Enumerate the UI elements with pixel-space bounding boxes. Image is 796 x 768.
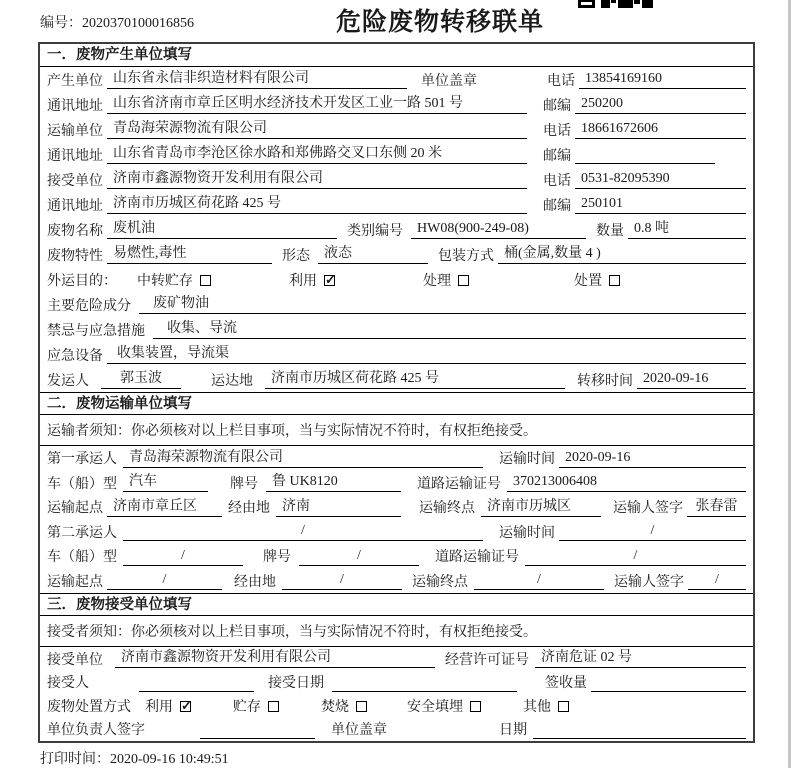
vehicle-row-2 xyxy=(40,544,753,569)
form-label: 形态 xyxy=(282,248,310,264)
origin-label: 运输起点 xyxy=(47,574,103,590)
origin-value: / xyxy=(107,571,222,590)
qr-module xyxy=(642,0,653,8)
vehicle-type-label: 车（船）型 xyxy=(47,550,117,566)
carrier-label: 第二承运人 xyxy=(47,525,117,541)
acceptor-value xyxy=(139,673,254,692)
quantity-value: 0.8 吨 xyxy=(628,220,746,239)
checkbox-icon xyxy=(268,701,279,712)
trait-label: 废物特性 xyxy=(47,248,103,264)
purpose-option-dispose xyxy=(574,270,620,290)
section-receiver xyxy=(40,593,753,741)
address-label: 通讯地址 xyxy=(47,148,103,164)
vehicle-type-label: 车（船）型 xyxy=(47,476,117,492)
address-label: 通讯地址 xyxy=(47,98,103,114)
first-carrier-row xyxy=(40,446,753,471)
waste-trait-row xyxy=(40,242,753,267)
accept-unit-row xyxy=(40,647,753,671)
license-label: 经营许可证号 xyxy=(445,652,529,668)
print-time xyxy=(40,748,229,768)
section-2-title: 二．废物运输单位填写 xyxy=(40,392,753,415)
receiver-label: 接受单位 xyxy=(47,173,103,189)
road-cert-label: 道路运输证号 xyxy=(435,550,519,566)
accept-unit-value: 济南市鑫源物资开发利用有限公司 xyxy=(115,649,435,668)
option-label: 安全填埋 xyxy=(407,699,463,715)
checkbox-icon xyxy=(458,275,469,286)
origin-label: 运输起点 xyxy=(47,501,103,517)
checkbox-icon xyxy=(324,275,335,286)
option-label: 焚烧 xyxy=(321,699,349,715)
vehicle-type-value: 汽车 xyxy=(123,473,208,492)
producer-label: 产生单位 xyxy=(47,73,103,89)
section-producer xyxy=(40,44,753,392)
carrier-sign-label: 运输人签字 xyxy=(614,574,684,590)
checkbox-icon xyxy=(609,275,620,286)
receiver-row xyxy=(40,167,753,192)
destination-label: 运达地 xyxy=(211,373,253,389)
page-title: 危险废物转移联单 xyxy=(336,8,545,36)
qr-module xyxy=(611,0,616,3)
hazard-label: 主要危险成分 xyxy=(47,298,131,314)
section-3-title: 三．废物接受单位填写 xyxy=(40,593,753,616)
receiver-value: 济南市鑫源物资开发利用有限公司 xyxy=(107,170,527,189)
transfer-time-value: 2020-09-16 xyxy=(637,370,746,389)
trait-value: 易燃性,毒性 xyxy=(107,245,272,264)
phone-label: 电话 xyxy=(543,173,571,189)
disposal-option-landfill xyxy=(407,696,481,716)
sign-qty-label: 签收量 xyxy=(545,676,587,692)
phone-value: 13854169160 xyxy=(579,70,746,89)
checkbox-icon xyxy=(180,701,191,712)
via-label: 经由地 xyxy=(234,574,276,590)
carrier-sign-value: 张春雷 xyxy=(687,498,746,517)
equipment-row xyxy=(40,342,753,367)
phone-value: 0531-82095390 xyxy=(575,170,746,189)
manifest-form-table xyxy=(38,42,755,743)
transport-time-label: 运输时间 xyxy=(499,452,555,468)
vehicle-row xyxy=(40,471,753,496)
qr-module xyxy=(601,0,610,8)
transport-time-value: / xyxy=(559,522,746,541)
zip-value: 250101 xyxy=(575,195,746,214)
transporter-row xyxy=(40,117,753,142)
via-value: 济南 xyxy=(276,498,401,517)
taboo-label: 禁忌与应急措施 xyxy=(47,323,145,339)
checkbox-icon xyxy=(470,701,481,712)
phone-label: 电话 xyxy=(543,123,571,139)
second-carrier-row xyxy=(40,520,753,545)
equipment-value: 收集装置，导流渠 xyxy=(107,345,746,364)
origin-value: 济南市章丘区 xyxy=(107,498,222,517)
disposal-option-storage xyxy=(233,696,279,716)
page-edge-line xyxy=(788,0,791,768)
carrier-value: 青岛海荣源物流有限公司 xyxy=(123,449,483,468)
zip-label: 邮编 xyxy=(543,198,571,214)
plate-value: / xyxy=(299,547,419,566)
transport-time-value: 2020-09-16 xyxy=(559,449,746,468)
route-row-2 xyxy=(40,569,753,594)
taboo-row xyxy=(40,317,753,342)
transporter-label: 运输单位 xyxy=(47,123,103,139)
packing-label: 包装方式 xyxy=(438,248,494,264)
phone-value: 18661672606 xyxy=(575,120,746,139)
address-label: 通讯地址 xyxy=(47,198,103,214)
via-value: / xyxy=(282,571,402,590)
disposal-option-use xyxy=(145,696,191,716)
acceptor-row xyxy=(40,671,753,695)
checkbox-icon xyxy=(200,275,211,286)
equipment-label: 应急设备 xyxy=(47,348,103,364)
destination-value: 济南市历城区荷花路 425 号 xyxy=(265,370,565,389)
qr-module xyxy=(578,0,595,8)
responsible-sign-label: 单位负责人签字 xyxy=(47,723,145,739)
responsible-sign-value xyxy=(200,720,315,739)
transfer-time-label: 转移时间 xyxy=(577,373,633,389)
responsible-sign-row xyxy=(40,718,753,742)
print-time-value: 2020-09-16 10:49:51 xyxy=(110,752,229,767)
option-label: 其他 xyxy=(523,699,551,715)
date-value xyxy=(533,720,746,739)
taboo-value: 收集、导流 xyxy=(153,320,746,339)
option-label: 处置 xyxy=(574,273,602,289)
quantity-label: 数量 xyxy=(596,223,624,239)
producer-value: 山东省永信非织造材料有限公司 xyxy=(107,70,407,89)
road-cert-value: 370213006408 xyxy=(507,473,746,492)
checkbox-icon xyxy=(558,701,569,712)
zip-label: 邮编 xyxy=(543,148,571,164)
disposal-option-incinerate xyxy=(321,696,367,716)
zip-value: 250200 xyxy=(575,95,746,114)
qr-code-partial-icon xyxy=(578,0,664,9)
purpose-label: 外运目的： xyxy=(47,273,117,289)
unit-seal-label: 单位盖章 xyxy=(331,723,387,739)
producer-address-row xyxy=(40,92,753,117)
option-label: 中转贮存 xyxy=(137,273,193,289)
route-row xyxy=(40,495,753,520)
document-number-value: 2020370100016856 xyxy=(82,16,194,31)
disposal-label: 废物处置方式 xyxy=(47,699,131,715)
option-label: 利用 xyxy=(289,273,317,289)
address-value: 山东省青岛市李沧区徐水路和郑佛路交叉口东侧 20 米 xyxy=(107,145,527,164)
purpose-row xyxy=(40,267,753,292)
road-cert-value: / xyxy=(525,547,746,566)
qr-module xyxy=(618,0,633,8)
section-transporter xyxy=(40,392,753,593)
qr-module xyxy=(634,0,640,4)
option-label: 处理 xyxy=(423,273,451,289)
consignor-row xyxy=(40,367,753,392)
phone-label: 电话 xyxy=(547,73,575,89)
category-value: HW08(900-249-08) xyxy=(411,220,586,239)
date-label: 日期 xyxy=(499,723,527,739)
purpose-option-storage xyxy=(137,270,211,290)
carrier-sign-label: 运输人签字 xyxy=(613,501,683,517)
plate-label: 牌号 xyxy=(230,476,258,492)
waste-name-row xyxy=(40,217,753,242)
transporter-notice xyxy=(40,415,753,446)
address-value: 济南市历城区荷花路 425 号 xyxy=(107,195,527,214)
disposal-row xyxy=(40,694,753,718)
acceptor-label: 接受人 xyxy=(47,676,89,692)
plate-label: 牌号 xyxy=(263,550,291,566)
accept-date-label: 接受日期 xyxy=(268,676,324,692)
packing-value: 桶(金属,数量 4 ) xyxy=(498,245,746,264)
zip-label: 邮编 xyxy=(543,98,571,114)
purpose-option-use xyxy=(289,270,335,290)
hazard-value: 废矿物油 xyxy=(139,295,746,314)
carrier-sign-value: / xyxy=(688,571,746,590)
consignor-label: 发运人 xyxy=(47,373,89,389)
consignor-value: 郭玉波 xyxy=(101,370,181,389)
form-value: 液态 xyxy=(318,245,428,264)
end-label: 运输终点 xyxy=(412,574,468,590)
disposal-option-other xyxy=(523,696,569,716)
accept-unit-label: 接受单位 xyxy=(47,652,103,668)
plate-value: 鲁 UK8120 xyxy=(266,473,401,492)
purpose-option-treat xyxy=(423,270,469,290)
document-number xyxy=(40,12,194,32)
section-1-title: 一．废物产生单位填写 xyxy=(40,44,753,67)
sign-qty-value xyxy=(591,673,746,692)
checkbox-icon xyxy=(356,701,367,712)
end-label: 运输终点 xyxy=(419,501,475,517)
notice-text: 运输者须知：你必须核对以上栏目事项，当与实际情况不符时，有权拒绝接受。 xyxy=(47,424,537,439)
notice-text: 接受者须知：你必须核对以上栏目事项，当与实际情况不符时，有权拒绝接受。 xyxy=(47,625,537,640)
waste-name-label: 废物名称 xyxy=(47,223,103,239)
print-time-label: 打印时间： xyxy=(40,752,110,767)
accept-date-value xyxy=(332,673,517,692)
vehicle-type-value: / xyxy=(123,547,243,566)
address-value: 山东省济南市章丘区明水经济技术开发区工业一路 501 号 xyxy=(107,95,527,114)
option-label: 利用 xyxy=(145,699,173,715)
waste-name-value: 废机油 xyxy=(107,220,337,239)
carrier-value: / xyxy=(123,522,483,541)
producer-row xyxy=(40,67,753,92)
via-label: 经由地 xyxy=(228,501,270,517)
end-value: 济南市历城区 xyxy=(481,498,601,517)
category-label: 类别编号 xyxy=(347,223,403,239)
receiver-address-row xyxy=(40,192,753,217)
hazard-row xyxy=(40,292,753,317)
receiver-notice xyxy=(40,616,753,647)
zip-value xyxy=(575,145,715,164)
transporter-address-row xyxy=(40,142,753,167)
transport-time-label: 运输时间 xyxy=(499,525,555,541)
end-value: / xyxy=(474,571,604,590)
document-number-label: 编号： xyxy=(40,16,82,31)
license-value: 济南危证 02 号 xyxy=(535,649,746,668)
unit-seal-label: 单位盖章 xyxy=(421,73,477,89)
carrier-label: 第一承运人 xyxy=(47,452,117,468)
transporter-value: 青岛海荣源物流有限公司 xyxy=(107,120,527,139)
road-cert-label: 道路运输证号 xyxy=(417,476,501,492)
option-label: 贮存 xyxy=(233,699,261,715)
